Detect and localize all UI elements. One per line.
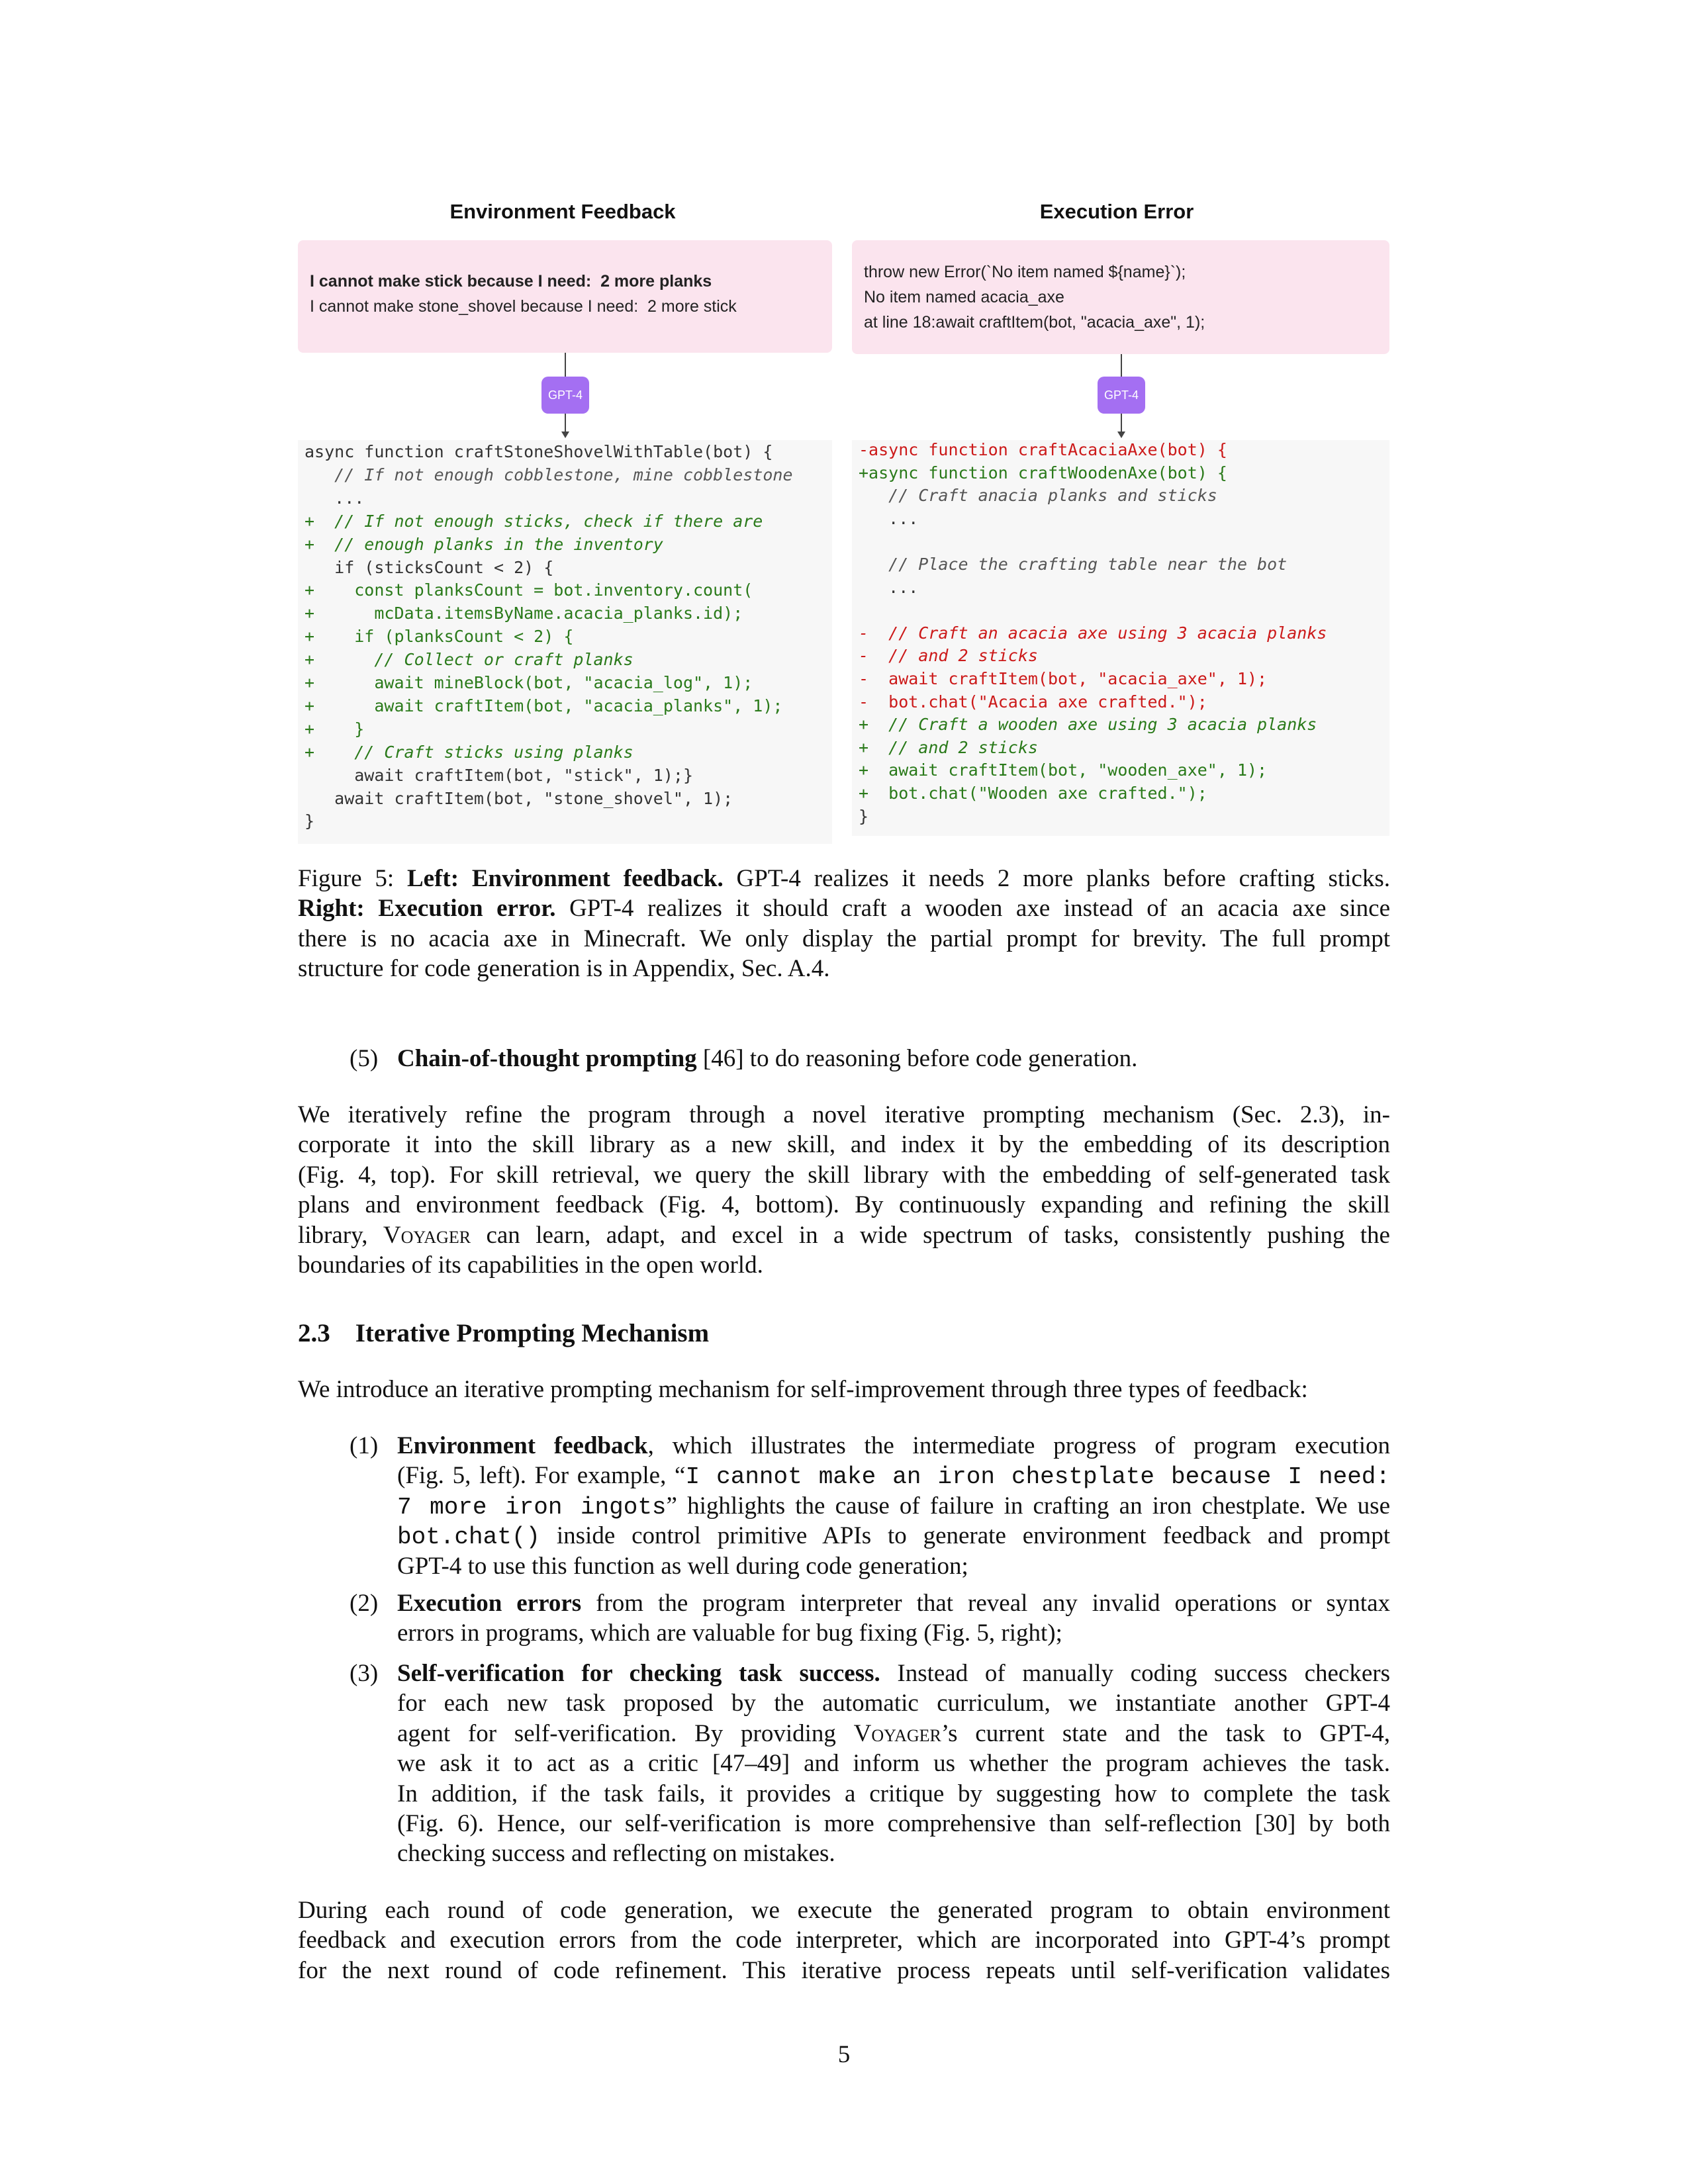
execution-error-box xyxy=(852,240,1389,354)
feedback-line: I cannot make stone_shovel because I need: 2 more stick xyxy=(310,297,737,316)
feedback-line: I cannot make stick because I need: 2 more planks xyxy=(310,272,712,291)
list-item-self-verification: Self-verification for checking task success. Instead of manually coding success checkers for each new task proposed by the automatic curriculum, we instantiate another GPT-4 agent for self-verification. By providing Voyager’s current state and the task to GPT-4, we ask it to act as a critic [47–49] and inform us whether the program achieves the task. In addition, if the task fails, it provides a critique by suggesting how to complete the task (Fig. 6). Hence, our self-verification is more comprehensive than self-reflection [30] by both checking success and reflecting on mistakes. xyxy=(397,1660,1391,1868)
code-line: - bot.chat("Acacia axe crafted."); xyxy=(859,692,1207,711)
error-line: throw new Error(`No item named ${name}`); xyxy=(864,263,1186,281)
connector-line xyxy=(565,353,566,377)
voyager-name: Voyager xyxy=(853,1719,941,1747)
list-number: (1) xyxy=(350,1432,379,1459)
left-code-block xyxy=(298,440,832,844)
code-line: // Craft anacia planks and sticks xyxy=(859,486,1217,506)
code-line: } xyxy=(305,811,315,831)
code-line: ... xyxy=(305,488,365,508)
code-line: + // Craft sticks using planks xyxy=(305,742,633,762)
code-line: if (sticksCount < 2) { xyxy=(305,557,554,577)
code-line: // Place the crafting table near the bot xyxy=(859,555,1288,574)
code-line: + // and 2 sticks xyxy=(859,737,1038,757)
code-line: + bot.chat("Wooden axe crafted."); xyxy=(859,784,1207,803)
code-line: + await craftItem(bot, "wooden_axe", 1); xyxy=(859,760,1268,780)
figure-caption: Figure 5: Left: Environment feedback. GPT-4 realizes it needs 2 more planks before crafting sticks. Right: Execution error. GPT-4 realizes it should craft a wooden axe instead of an acacia axe since there is no acacia axe in Minecraft. We only display the partial prompt for brevity. The full prompt structure for code generation is in Appendix, Sec. A.4. xyxy=(298,865,1391,983)
code-line: + // If not enough sticks, check if there are xyxy=(305,511,763,531)
code-line: + if (planksCount < 2) { xyxy=(305,627,574,647)
code-line: + const planksCount = bot.inventory.count( xyxy=(305,580,753,600)
code-line: + await craftItem(bot, "acacia_planks", 1); xyxy=(305,696,783,715)
list-number: (3) xyxy=(350,1660,379,1687)
code-line: - await craftItem(bot, "acacia_axe", 1); xyxy=(859,669,1268,688)
intro-paragraph: We introduce an iterative prompting mechanism for self-improvement through three types of feedback: xyxy=(298,1376,1308,1403)
list-item-environment-feedback: Environment feedback, which illustrates the intermediate progress of program execution (Fig. 5, left). For example, “I cannot make an iron chestplate because I need: 7 more iron ingots” highlights the cause of failure in crafting an iron chestplate. We use bot.chat() inside control primitive APIs to generate environment feedback and prompt GPT-4 to use this function as well during code generation; xyxy=(397,1432,1391,1580)
connector-line xyxy=(1121,354,1122,377)
code-line: + // Craft a wooden axe using 3 acacia planks xyxy=(859,715,1317,735)
list-number: (2) xyxy=(350,1590,379,1617)
left-panel-title: Environment Feedback xyxy=(449,200,676,223)
paragraph-iterative-process: During each round of code generation, we execute the generated program to obtain environment feedback and execution errors from the code interpreter, which are incorporated into GPT-4’s prompt for the next round of code refinement. This iterative process repeats until self-verification validates xyxy=(298,1897,1390,1984)
connector-line xyxy=(1121,414,1122,432)
code-line: + mcData.itemsByName.acacia_planks.id); xyxy=(305,604,743,623)
voyager-name: Voyager xyxy=(383,1221,471,1249)
right-code-block xyxy=(852,440,1389,836)
code-line: await craftItem(bot, "stick", 1);} xyxy=(305,765,693,785)
arrow-down-icon xyxy=(561,432,569,438)
code-line: - // Craft an acacia axe using 3 acacia planks xyxy=(859,623,1327,643)
arrow-down-icon xyxy=(1117,432,1125,438)
code-line: await craftItem(bot, "stone_shovel", 1); xyxy=(305,788,733,808)
error-line: No item named acacia_axe xyxy=(864,288,1064,306)
environment-feedback-box xyxy=(298,240,832,353)
paragraph-skill-library: We iteratively refine the program through a novel iterative prompting mechanism (Sec. 2.3), in- corporate it into the skill library as a new skill, and index it by the embedding of its description (Fig. 4, top). For skill retrieval, we query the skill library with the embedding of self-generated task plans and environment feedback (Fig. 4, bottom). By continuously expanding and refining the skill library, Voyager can learn, adapt, and excel in a wide spectrum of tasks, consistently pushing the boundaries of its capabilities in the open world. xyxy=(298,1101,1390,1279)
right-panel-title: Execution Error xyxy=(1039,200,1194,223)
list-number: (5) xyxy=(350,1045,379,1072)
error-line: at line 18:await craftItem(bot, "acacia_axe", 1); xyxy=(864,313,1205,332)
code-line: - // and 2 sticks xyxy=(859,646,1038,666)
gpt4-badge: GPT-4 xyxy=(541,377,589,414)
code-line: +async function craftWoodenAxe(bot) { xyxy=(859,463,1227,482)
code-line: -async function craftAcaciaAxe(bot) { xyxy=(859,440,1227,459)
code-line: + // Collect or craft planks xyxy=(305,650,633,670)
code-line: ... xyxy=(859,508,919,528)
code-line: } xyxy=(859,806,869,826)
connector-line xyxy=(565,414,566,432)
page-number: 5 xyxy=(837,2041,851,2068)
code-line: ... xyxy=(859,577,919,597)
gpt4-badge: GPT-4 xyxy=(1098,377,1145,414)
code-line: + } xyxy=(305,719,365,739)
list-item-5: Chain-of-thought prompting [46] to do reasoning before code generation. xyxy=(397,1045,1138,1072)
code-line: + // enough planks in the inventory xyxy=(305,534,663,554)
code-line: // If not enough cobblestone, mine cobblestone xyxy=(305,465,793,484)
list-item-execution-errors: Execution errors from the program interpreter that reveal any invalid operations or syntax errors in programs, which are valuable for bug fixing (Fig. 5, right); xyxy=(397,1590,1391,1647)
code-line: + await mineBlock(bot, "acacia_log", 1); xyxy=(305,673,753,692)
code-line: async function craftStoneShovelWithTable(bot) { xyxy=(305,442,773,461)
section-heading: 2.3 Iterative Prompting Mechanism xyxy=(298,1319,710,1347)
